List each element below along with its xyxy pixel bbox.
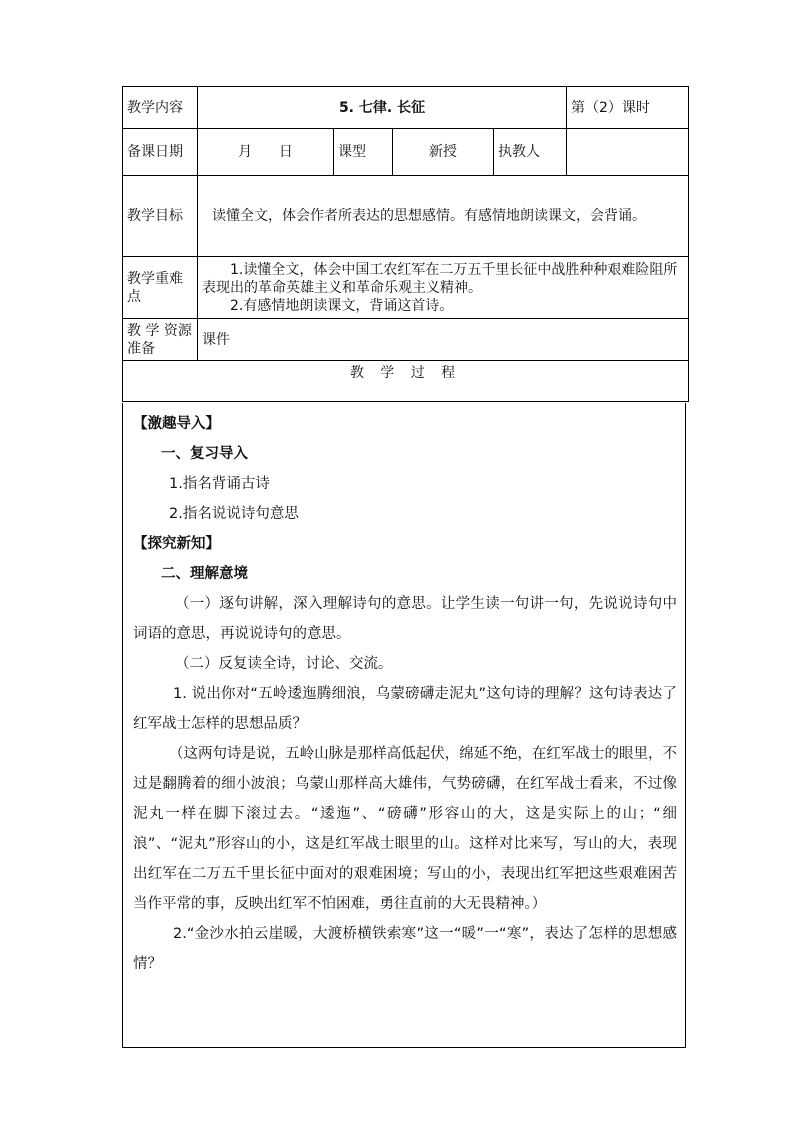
row-key <box>123 257 689 319</box>
intro-item-1: 1.指名背诵古诗 <box>169 476 270 492</box>
review-intro-heading: 一、复习导入 <box>161 446 248 462</box>
lesson-title: 5. 七律. 长征 <box>198 87 567 129</box>
resource-value: 课件 <box>198 319 689 361</box>
section-explore-heading: 【探究新知】 <box>133 536 220 552</box>
paragraph-reread: （二）反复读全诗，讨论、交流。 <box>175 656 393 672</box>
goal-text: 读懂全文，体会作者所表达的思想感情。有感情地朗读课文，会背诵。 <box>198 176 689 257</box>
process-title: 教 学 过 程 <box>123 361 689 402</box>
goal-label: 教学目标 <box>123 176 198 257</box>
question-1: 1. 说出你对“五岭逶迤腾细浪，乌蒙磅礴走泥丸”这句诗的理解？这句诗表达了红军战士怎样的思想品质？ <box>133 686 677 732</box>
period-cell: 第（2）课时 <box>567 87 689 129</box>
understand-heading: 二、理解意境 <box>161 566 248 582</box>
type-label: 课型 <box>334 129 393 176</box>
row-content <box>123 87 689 129</box>
teacher-label: 执教人 <box>494 129 567 176</box>
resource-label: 教 学 资源准备 <box>123 319 198 361</box>
row-date <box>123 129 689 176</box>
key-point-2: 2.有感情地朗读课文，背诵这首诗。 <box>230 297 454 314</box>
intro-item-2: 2.指名说说诗句意思 <box>169 506 299 522</box>
date-label: 备课日期 <box>123 129 198 176</box>
type-value: 新授 <box>393 129 494 176</box>
teacher-value <box>567 129 689 176</box>
content-label: 教学内容 <box>123 87 198 129</box>
row-goal <box>123 176 689 257</box>
row-process-title <box>123 361 689 402</box>
key-label: 教学重难点 <box>123 257 198 319</box>
row-resource <box>123 319 689 361</box>
teaching-process <box>122 403 686 1048</box>
section-intro-heading: 【激趣导入】 <box>133 416 220 432</box>
paragraph-line-by-line: （一）逐句讲解，深入理解诗句的意思。让学生读一句讲一句，先说说诗句中词语的意思，再说说诗句的意思。 <box>133 596 677 642</box>
key-point-1: 1.读懂全文，体会中国工农红军在二万五千里长征中战胜种种艰难险阻所表现出的革命英雄主义和革命乐观主义精神。 <box>202 261 678 296</box>
lesson-header-table <box>122 86 689 402</box>
question-2: 2.“金沙水拍云崖暖，大渡桥横铁索寒”这一“暖”一“寒”，表达了怎样的思想感情？ <box>133 926 677 972</box>
answer-1: （这两句诗是说，五岭山脉是那样高低起伏，绵延不绝，在红军战士的眼里，不过是翻腾着的细小波浪；乌蒙山那样高大雄伟，气势磅礴，在红军战士看来，不过像泥丸一样在脚下滚过去。“逶迤”、“磅礴”形容山的大，这是实际上的山；“细浪”、“泥丸”形容山的小，这是红军战士眼里的山。这样对比来写，写山的大，表现出红军在二万五千里长征中面对的艰难困境；写山的小，表现出红军把这些艰难困苦当作平常的事，反映出红军不怕困难，勇往直前的大无畏精神。） <box>133 746 677 912</box>
date-value: 月 日 <box>198 129 334 176</box>
key-points-cell <box>198 257 689 319</box>
